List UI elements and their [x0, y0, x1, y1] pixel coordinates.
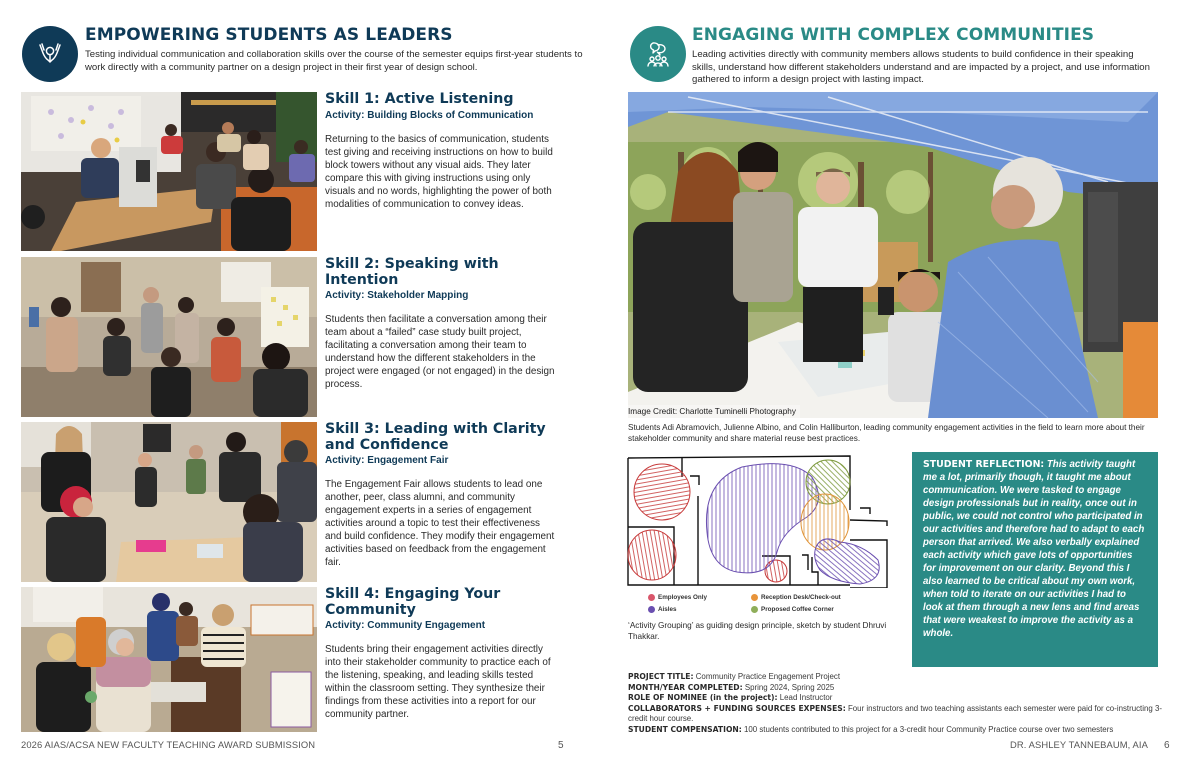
meta-value: 100 students contributed to this project for a 3-credit hour Community Practice course over two semesters — [744, 724, 1114, 734]
skill-2-block — [325, 257, 557, 391]
project-details — [628, 672, 1168, 736]
collaborators-row — [628, 704, 1168, 725]
reflection-text: This activity taught me a lot, primarily though, it taught me about communication. We were tasked to engage design professionals but in reality, once out in public, we could not control who participated in our activities and therefore had to adapt to each person that arrived. We also verbally explained each activity which gave lots of opportunities for improvement on our clarity. Beyond this I also learned to be critical about my own work, when told to iterate on our activities I had to look at them through a new lens and find areas that were weakest to improve the activity as a whole. — [923, 459, 1145, 639]
skill-1-block — [325, 92, 557, 211]
legend-swatch-icon — [648, 606, 655, 613]
activity-grouping-sketch — [622, 452, 905, 588]
legend-employees-only — [648, 594, 707, 601]
leaders-section-intro: Testing individual communication and collaboration skills over the course of the semester equips first-year students to work directly with a community partner on a design project in their first year of design school. — [85, 49, 583, 73]
legend-label: Proposed Coffee Corner — [761, 606, 834, 613]
legend-swatch-icon — [751, 594, 758, 601]
compensation-row — [628, 725, 1168, 736]
skill-3-activity: Activity: Engagement Fair — [325, 455, 449, 466]
skill-4-body: Students bring their engagement activities directly into their stakeholder community to practice each of the listening, speaking, and leading skills tested within the classroom setting. They synthesize their findings from these activities into a report for our community partner. — [325, 644, 551, 720]
left-page-number: 5 — [558, 740, 564, 751]
legend-aisles — [648, 606, 677, 613]
photo-active-listening — [21, 92, 317, 251]
legend-swatch-icon — [751, 606, 758, 613]
communities-section-intro: Leading activities directly with community members allows students to build confidence in their speaking skills, understand how different stakeholders understand and are impacted by a project, and use information gathered to inform a design project with lasting impact. — [692, 49, 1150, 86]
meta-value: Spring 2024, Spring 2025 — [744, 682, 835, 692]
legend-label: Reception Desk/Check-out — [761, 594, 841, 601]
meta-label: ROLE OF NOMINEE (in the project): — [628, 693, 778, 703]
meta-value: Lead Instructor — [779, 693, 833, 703]
raised-arms-person-icon — [35, 39, 65, 69]
photo-credit: Image Credit: Charlotte Tuminelli Photography — [628, 405, 800, 418]
communities-section-icon-badge — [630, 26, 686, 82]
meta-label: STUDENT COMPENSATION: — [628, 724, 742, 734]
right-page-number: 6 — [1164, 740, 1170, 751]
right-footer-text: DR. ASHLEY TANNEBAUM, AIA — [1010, 739, 1148, 750]
photo-speaking-with-intention — [21, 257, 317, 417]
student-reflection-box — [912, 452, 1158, 667]
sketch-caption: ‘Activity Grouping’ as guiding design principle, sketch by student Dhruvi Thakkar. — [628, 621, 887, 641]
skill-2-title: Skill 2: Speaking with Intention — [325, 256, 499, 288]
meta-value: Four instructors and two teaching assistants each semester were paid for co-instructing 3-credit hour course. — [628, 703, 1162, 724]
legend-label: Employees Only — [658, 594, 707, 601]
skill-3-block — [325, 422, 557, 569]
skill-2-activity: Activity: Stakeholder Mapping — [325, 290, 469, 301]
meta-label: MONTH/YEAR COMPLETED: — [628, 682, 743, 692]
skill-2-body: Students then facilitate a conversation among their team about a “failed” case study built project, facilitating a conversation among their team to understand how the different stakeholders in the project were engaged (or not engaged) in the design process. — [325, 314, 555, 390]
meta-value: Community Practice Engagement Project — [695, 672, 841, 681]
meta-label: COLLABORATORS + FUNDING SOURCES EXPENSES: — [628, 703, 846, 713]
photo-community-engagement — [21, 587, 317, 732]
meta-label: PROJECT TITLE: — [628, 672, 694, 681]
legend-coffee-corner — [751, 606, 834, 613]
skill-3-title: Skill 3: Leading with Clarity and Confidence — [325, 421, 546, 453]
skill-4-block — [325, 587, 557, 721]
skill-1-activity: Activity: Building Blocks of Communication — [325, 109, 534, 121]
communities-section-title: ENGAGING WITH COMPLEX COMMUNITIES — [692, 25, 1095, 45]
skill-3-body: The Engagement Fair allows students to lead one another, peer, class alumni, and community engagement experts in a series of engagement activities around a topic to test their effectiveness and build confidence. They modify their engagement activities based on feedback from the engagement fair. — [325, 479, 555, 568]
speech-bubbles-group-icon — [643, 39, 673, 69]
legend-label: Aisles — [658, 606, 677, 613]
reflection-label: STUDENT REFLECTION: — [923, 459, 1045, 470]
skill-4-title: Skill 4: Engaging Your Community — [325, 586, 501, 618]
skill-4-activity: Activity: Community Engagement — [325, 620, 486, 631]
left-footer-text: 2026 AIAS/ACSA NEW FACULTY TEACHING AWARD SUBMISSION — [21, 739, 316, 750]
photo-caption: Students Adi Abramovich, Julienne Albino, and Colin Halliburton, leading community engagement activities in the field to learn more about their stakeholder community and share material reuse best practices. — [628, 423, 1145, 443]
role-row — [628, 693, 1168, 704]
completed-row — [628, 683, 1168, 694]
project-title-row — [628, 672, 1168, 683]
legend-swatch-icon — [648, 594, 655, 601]
photo-community-tent-activity — [628, 92, 1158, 418]
leaders-section-icon-badge — [22, 26, 78, 82]
skill-1-title: Skill 1: Active Listening — [325, 91, 514, 107]
leaders-section-title: EMPOWERING STUDENTS AS LEADERS — [85, 25, 453, 45]
skill-1-body: Returning to the basics of communication, students test giving and receiving instructions on how to build block towers without any visual aids. They later compare this with giving instructions using only visuals and no words, highlighting the power of both modalities of communication to convey ideas. — [325, 133, 553, 210]
photo-engagement-fair — [21, 422, 317, 582]
legend-reception-desk — [751, 594, 841, 601]
